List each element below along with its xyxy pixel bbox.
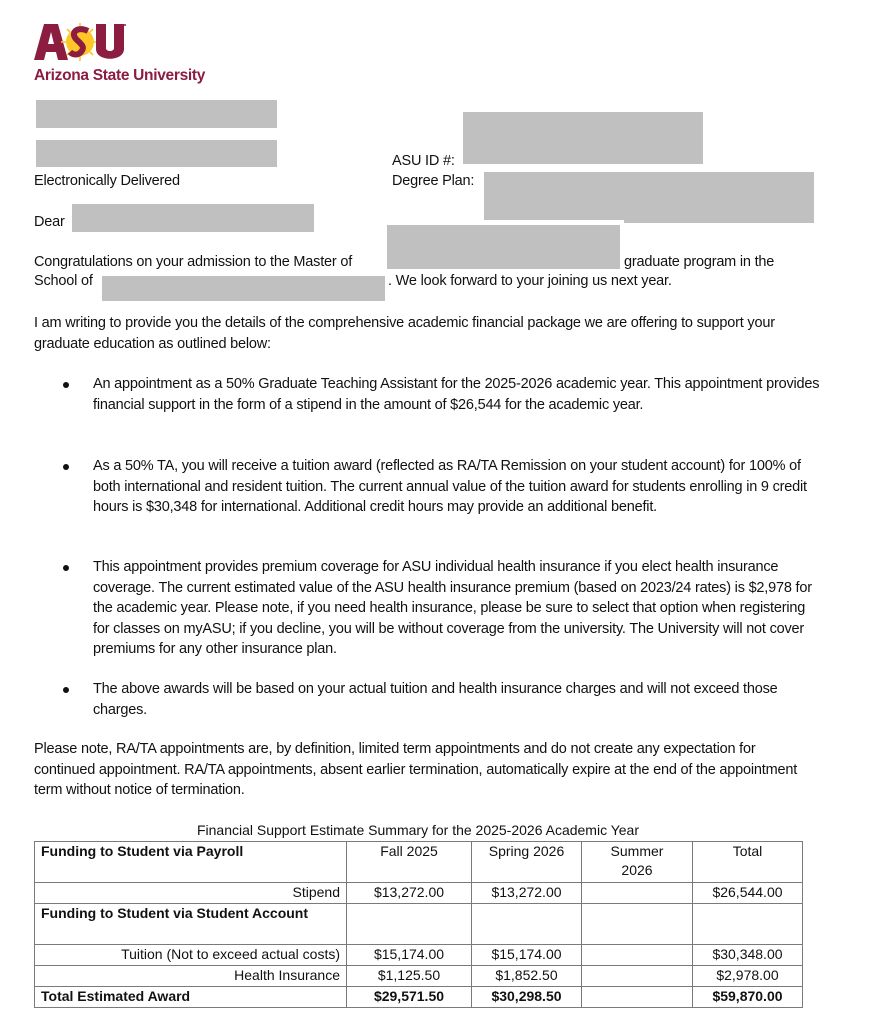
university-name: Arizona State University	[34, 67, 206, 84]
bullet-text: As a 50% TA, you will receive a tuition award (reflected as RA/TA Remission on your student account) for 100% of both international and resident tuition. The current annual value of the tuition award for students enrolling in 9 credit hours is $30,348 for international. Additional credit hours may provide an additional benefit.	[93, 458, 807, 515]
cell-total: $2,978.00	[693, 966, 803, 987]
bullet-text: An appointment as a 50% Graduate Teaching Assistant for the 2025-2026 academic year. This appointment provides financial support in the form of a stipend in the amount of $26,544 for the academic year.	[93, 376, 820, 413]
cell-total: $59,870.00	[693, 987, 803, 1008]
cell-summer	[582, 987, 693, 1008]
row-label: Tuition (Not to exceed actual costs)	[35, 945, 347, 966]
cell-empty	[472, 904, 582, 945]
header-summer	[582, 842, 693, 883]
cell-fall: $1,125.50	[347, 966, 472, 987]
cell-total: $26,544.00	[693, 883, 803, 904]
table-row-stipend	[35, 883, 803, 904]
congrats-line-1a: Congratulations on your admission to the Master of	[34, 254, 353, 270]
cell-fall: $13,272.00	[347, 883, 472, 904]
cell-fall: $15,174.00	[347, 945, 472, 966]
redacted-asu-id	[463, 112, 703, 164]
bullet-dot-icon	[63, 565, 69, 571]
cell-spring: $15,174.00	[472, 945, 582, 966]
bullet-dot-icon	[63, 382, 69, 388]
asu-logo-mark-icon	[34, 22, 126, 62]
table-header-row	[35, 842, 803, 883]
redacted-school-name	[102, 276, 385, 301]
section-student-account: Funding to Student via Student Account	[35, 904, 347, 945]
cell-summer	[582, 966, 693, 987]
financial-support-table	[34, 841, 803, 1008]
cell-spring: $13,272.00	[472, 883, 582, 904]
table-row-health-insurance	[35, 966, 803, 987]
redacted-program-name	[387, 225, 620, 269]
cell-fall: $29,571.50	[347, 987, 472, 1008]
cell-summer	[582, 883, 693, 904]
table-row-tuition	[35, 945, 803, 966]
header-fall: Fall 2025	[347, 842, 472, 883]
congrats-line-1b: graduate program in the	[624, 254, 775, 270]
redacted-degree-plan-ext	[624, 218, 814, 223]
cell-empty	[582, 904, 693, 945]
redacted-recipient-address	[36, 140, 277, 167]
table-row-student-account-section	[35, 904, 803, 945]
header-spring: Spring 2026	[472, 842, 582, 883]
delivery-method: Electronically Delivered	[34, 173, 180, 189]
cell-spring: $1,852.50	[472, 966, 582, 987]
intro-paragraph: I am writing to provide you the details of the comprehensive academic financial package we are offering to support your graduate education as outlined below:	[34, 315, 775, 352]
congrats-line-2a: School of	[34, 273, 93, 289]
cell-empty	[347, 904, 472, 945]
bullet-text: The above awards will be based on your actual tuition and health insurance charges and will not exceed those charges.	[93, 681, 778, 718]
bullet-dot-icon	[63, 464, 69, 470]
table-row-total-award	[35, 987, 803, 1008]
header-payroll-section: Funding to Student via Payroll	[35, 842, 347, 883]
bullet-dot-icon	[63, 687, 69, 693]
bullet-text: This appointment provides premium coverage for ASU individual health insurance if you elect health insurance coverage. The current estimated value of the ASU health insurance premium (based on 2023/24 rates) is $2,978 for the academic year. Please note, if you need health insurance, please be sure to select that option when registering for classes on myASU; if you decline, you will be without coverage from the university. The University will not cover premiums for any other insurance plan.	[93, 559, 812, 657]
row-label: Stipend	[35, 883, 347, 904]
asu-id-label: ASU ID #:	[392, 153, 455, 169]
cell-empty	[693, 904, 803, 945]
degree-plan-label: Degree Plan:	[392, 173, 475, 189]
header-summer-label: Summer 2026	[610, 843, 664, 878]
redacted-recipient-name	[36, 100, 277, 128]
cell-summer	[582, 945, 693, 966]
cell-total: $30,348.00	[693, 945, 803, 966]
header-total: Total	[693, 842, 803, 883]
row-label: Health Insurance	[35, 966, 347, 987]
cell-spring: $30,298.50	[472, 987, 582, 1008]
congrats-line-2b: . We look forward to your joining us next year.	[388, 273, 672, 289]
salutation: Dear	[34, 214, 65, 230]
redacted-degree-plan	[484, 172, 814, 220]
row-label: Total Estimated Award	[35, 987, 347, 1008]
redacted-recipient-salutation-name	[72, 204, 314, 232]
table-caption: Financial Support Estimate Summary for the 2025-2026 Academic Year	[196, 822, 640, 838]
disclaimer-paragraph: Please note, RA/TA appointments are, by definition, limited term appointments and do not create any expectation for continued appointment. RA/TA appointments, absent earlier termination, automatically expire at the end of the appointment term without notice of termination.	[34, 741, 798, 798]
